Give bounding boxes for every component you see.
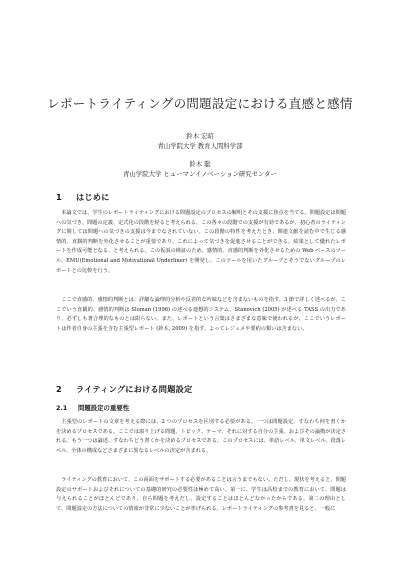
section-1-paragraph-2: ここで直感的、感情的判断とは、詳細な論理的分析や反省的な吟味などを含まないものを指す。3 節で詳しく述べるが、ここでいう直観的、感情的判断は Sloman (1996) の述べる連想的システム、Stanovich (2005) が述べる TASS の出力であり、必ずしも著合理的なものとは限らない。また、レポートという言葉はさまざまな意味で使われるが、ここでいうレポートは作者自身の主張を含む主張型レポート (鈴木, 2009) を指す。よってレジュメや要約の類いは含まない。 bbox=[56, 297, 346, 332]
paper-title: レポートライティングの問題設定における直感と感情 bbox=[47, 96, 353, 111]
section-title: ライティングにおける問題設定 bbox=[76, 384, 193, 394]
section-number: 2 bbox=[56, 384, 62, 394]
subsection-2-1-paragraph-2: ライティングの教育において、この両面をサポートする必要があることは言うまでもない。ただし、現状を考えると、問題設定のサポートおよびそれについての基礎的研究の必要性は極めて高い。第一に、学生は高校までの教育において、問題は与えられることがほとんどであり、自ら問題を考えだし、設定することはほとんどなかったからである。第二の理由として、問題設定の方法についての情報が非常に少ないことが挙げられる。レポートライティングの参考書を見ると、一般に bbox=[56, 477, 346, 512]
author-1-affiliation: 青山学院大学 教育人間科学部 bbox=[157, 142, 243, 150]
section-1-paragraph-1: 本論文では、学生のレポートライティングにおける問題設定のプロセスの解明とその支援に焦点を当てる。問題設定は問題への気づき、問題の定義、定式化の段階を経ると考えられる。この各々の段階での支援が有効であるが、初心者のライティングに関しては問題への気づきの支援は今までなされていない。この段階の特性を考えたとき、関連文献を読む中で生じる感情的、直観的判断を外化させることが重要であり、これによって気づきを促進させることができる。結果として優れたレポートを作成可能となる、と考えられる。この仮説の検証のため、感情的、直感的判断を外化させるための Web ベースのツール、EMU(Emotional and Motivational Underliner) を開発し、このツールを用いたグループとそうでないグループのレポートとの比較を行う。 bbox=[56, 210, 346, 274]
section-1-heading bbox=[56, 192, 110, 203]
author-2-affiliation: 青山学院大学 ヒューマンイノベーション研究センター bbox=[123, 170, 277, 178]
subsection-2-1-paragraph-1: 主張型のレポートの文章を考える際には、2 つのプロセスを区別する必要がある。一つは問題設定、すなわち何を書くかを決めるプロセスである。ここでは取り上げる問題、トピック、テーマ、それに対する自分の主張、およびその論拠が決定される。もう一つは論述、すなわちどう書くかを決めるプロセスである。このプロセスには、単語レベル、単文レベル、段落レベル、全体の構成などさまざまに異なるレベルの決定が含まれる。 bbox=[56, 419, 346, 454]
subsection-number: 2.1 bbox=[56, 404, 68, 412]
subsection-title: 問題設定の重要性 bbox=[78, 404, 130, 412]
author-1-name: 鈴木 宏昭 bbox=[186, 132, 214, 140]
section-title: はじめに bbox=[76, 192, 110, 202]
subsection-2-1-heading bbox=[56, 403, 129, 412]
section-2-heading bbox=[56, 384, 192, 395]
section-number: 1 bbox=[56, 192, 62, 202]
author-2-name: 鈴木 聡 bbox=[189, 160, 211, 168]
